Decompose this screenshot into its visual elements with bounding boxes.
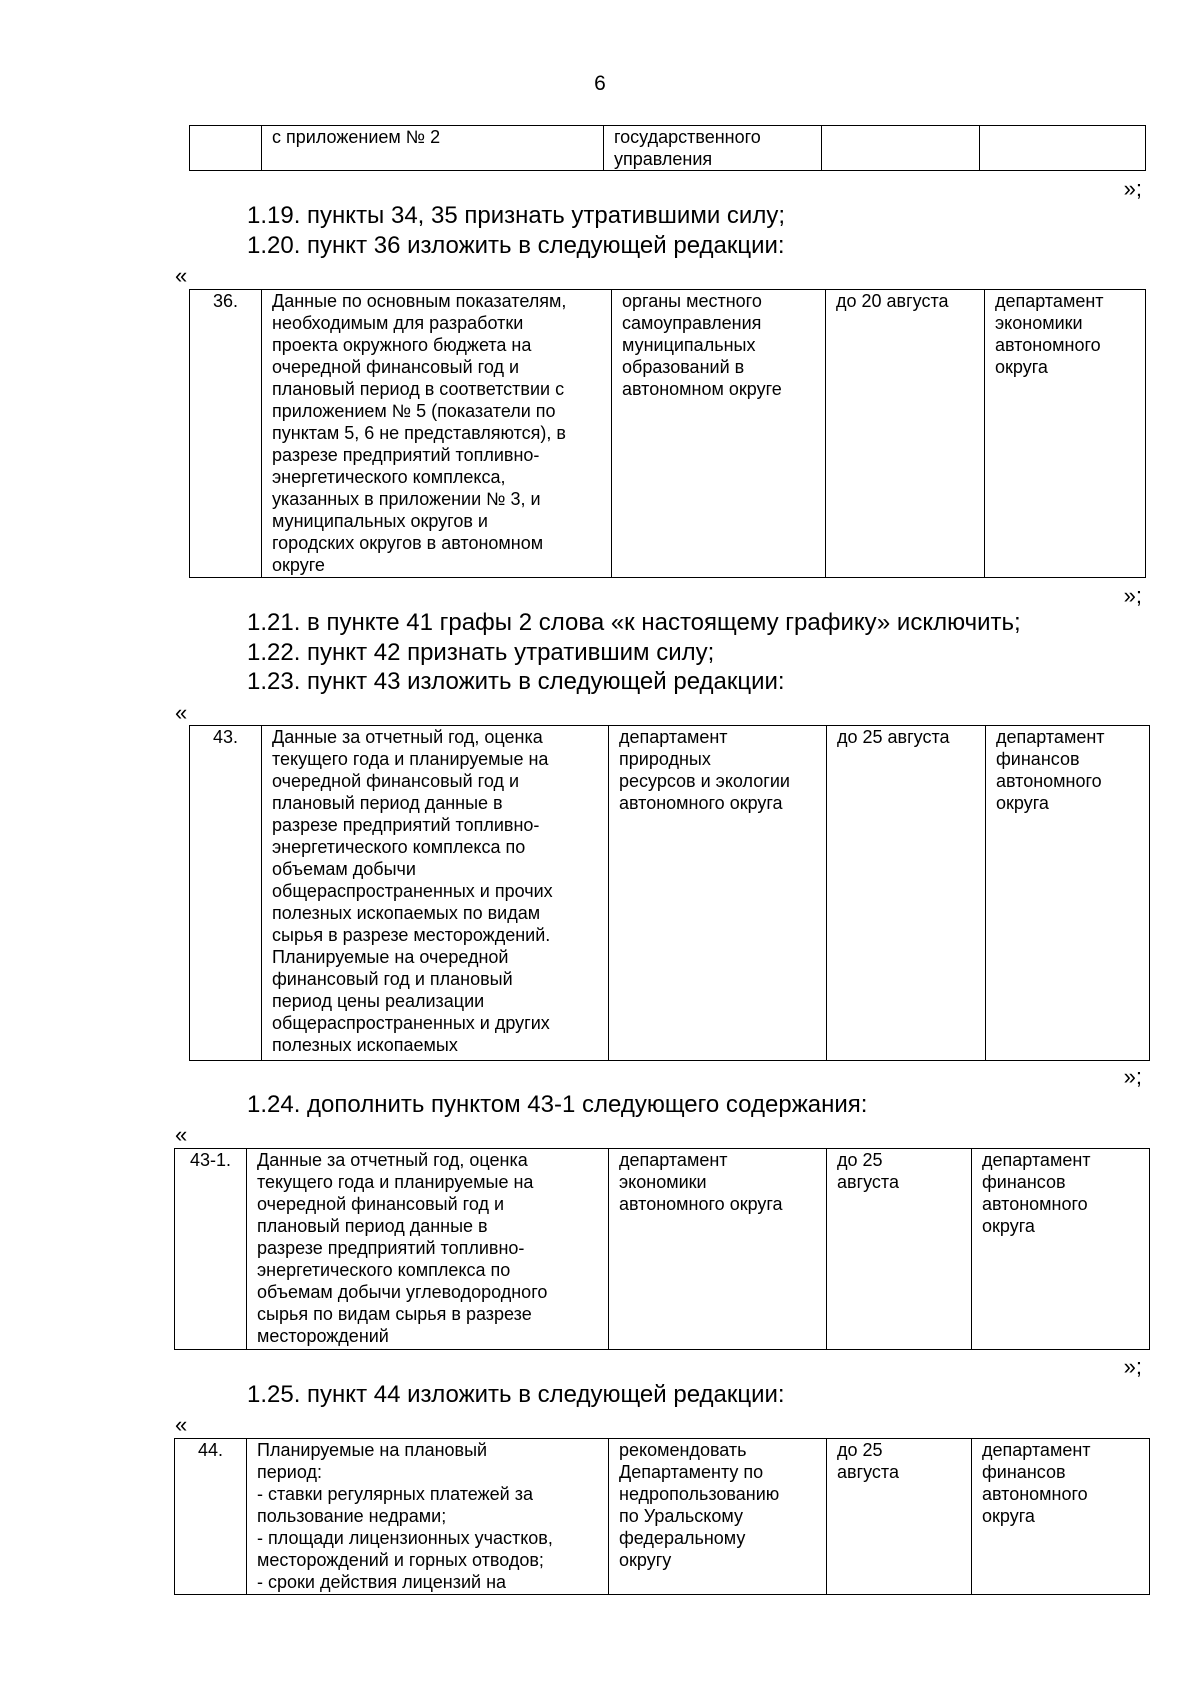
page-number: 6 (594, 72, 606, 95)
cell-description (247, 1439, 609, 1595)
table-row (190, 726, 1150, 1061)
cell-description (262, 126, 604, 171)
paragraph-1-24: 1.24. дополнить пунктом 43-1 следующего содержания: (247, 1091, 868, 1118)
cell-text: Планируемые на плановый период: - ставки регулярных платежей за пользование недрами; - площади лицензионных участков, месторождений и горных отводов; - сроки действия лицензий на (257, 1440, 553, 1592)
paragraph-1-25: 1.25. пункт 44 изложить в следующей редакции: (247, 1381, 785, 1408)
paragraph-1-20: 1.20. пункт 36 изложить в следующей редакции: (247, 232, 785, 259)
opening-quote: « (175, 1122, 188, 1147)
cell-text: до 20 августа (836, 291, 949, 311)
table-item-43 (189, 725, 1150, 1061)
opening-quote: « (175, 1412, 188, 1437)
cell-responsible (609, 726, 827, 1061)
cell-description (247, 1149, 609, 1350)
table-item-36 (189, 289, 1146, 578)
cell-responsible (612, 290, 826, 578)
cell-recipient (972, 1149, 1150, 1350)
cell-responsible (609, 1149, 827, 1350)
closing-quote: »; (1123, 1354, 1142, 1379)
cell-text: государственного управления (614, 127, 761, 169)
cell-deadline (827, 1439, 972, 1595)
cell-deadline (826, 290, 985, 578)
paragraph-1-19: 1.19. пункты 34, 35 признать утратившими силу; (247, 202, 785, 229)
cell-text: с приложением № 2 (272, 127, 441, 147)
cell-responsible (609, 1439, 827, 1595)
closing-quote: »; (1123, 583, 1142, 608)
cell-text: до 25 августа (837, 1150, 899, 1192)
cell-text: департамент экономики автономного округа (619, 1150, 783, 1214)
cell-text: до 25 августа (837, 727, 950, 747)
cell-text: Данные по основным показателям, необходимым для разработки проекта окружного бюджета на очередной финансовый год и плановый период в соответствии с приложением № 5 (показатели по пунктам 5, 6 не представляются), в разрезе предприятий топливно- энергетического комплекса, указанных в приложении № 3, и муниципальных округов и городских округов в автономном округе (272, 291, 567, 575)
cell-deadline (827, 726, 986, 1061)
cell-recipient (980, 126, 1146, 171)
table-continuation (189, 125, 1146, 171)
table-row (190, 126, 1146, 171)
closing-quote: »; (1123, 176, 1142, 201)
cell-deadline (822, 126, 980, 171)
cell-text: департамент финансов автономного округа (982, 1440, 1091, 1526)
opening-quote: « (175, 263, 188, 288)
cell-text: департамент экономики автономного округа (995, 291, 1104, 377)
cell-number: 36. (190, 290, 262, 578)
paragraph-1-21: 1.21. в пункте 41 графы 2 слова «к настоящему графику» исключить; (247, 609, 1021, 636)
cell-number: 43-1. (175, 1149, 247, 1350)
cell-text: Данные за отчетный год, оценка текущего года и планируемые на очередной финансовый год и плановый период данные в разрезе предприятий топливно- энергетического комплекса по объемам добычи углеводородного сырья по видам сырья в разрезе месторождений (257, 1150, 548, 1346)
cell-text: департамент природных ресурсов и экологии автономного округа (619, 727, 790, 813)
cell-text: департамент финансов автономного округа (996, 727, 1105, 813)
closing-quote: »; (1123, 1064, 1142, 1089)
cell-number (190, 126, 262, 171)
table-item-44 (174, 1438, 1150, 1595)
opening-quote: « (175, 700, 188, 725)
cell-text: до 25 августа (837, 1440, 899, 1482)
cell-number: 43. (190, 726, 262, 1061)
cell-responsible (604, 126, 822, 171)
cell-text: Данные за отчетный год, оценка текущего года и планируемые на очередной финансовый год и плановый период данные в разрезе предприятий топливно- энергетического комплекса по объемам добычи общераспространенных и прочих полезных ископаемых по видам сырья в разрезе месторождений. Планируемые на очередной финансовый год и плановый период цены реализации общераспространенных и других полезных ископаемых (272, 727, 553, 1055)
cell-text: департамент финансов автономного округа (982, 1150, 1091, 1236)
cell-recipient (972, 1439, 1150, 1595)
table-row (175, 1149, 1150, 1350)
cell-recipient (985, 290, 1146, 578)
cell-text: органы местного самоуправления муниципальных образований в автономном округе (622, 291, 782, 399)
paragraph-1-23: 1.23. пункт 43 изложить в следующей редакции: (247, 668, 785, 695)
cell-number: 44. (175, 1439, 247, 1595)
cell-recipient (986, 726, 1150, 1061)
cell-description (262, 290, 612, 578)
table-row (190, 290, 1146, 578)
table-row (175, 1439, 1150, 1595)
paragraph-1-22: 1.22. пункт 42 признать утратившим силу; (247, 639, 715, 666)
cell-text: рекомендовать Департаменту по недропользованию по Уральскому федеральному округу (619, 1440, 780, 1570)
cell-description (262, 726, 609, 1061)
cell-deadline (827, 1149, 972, 1350)
table-item-43-1 (174, 1148, 1150, 1350)
